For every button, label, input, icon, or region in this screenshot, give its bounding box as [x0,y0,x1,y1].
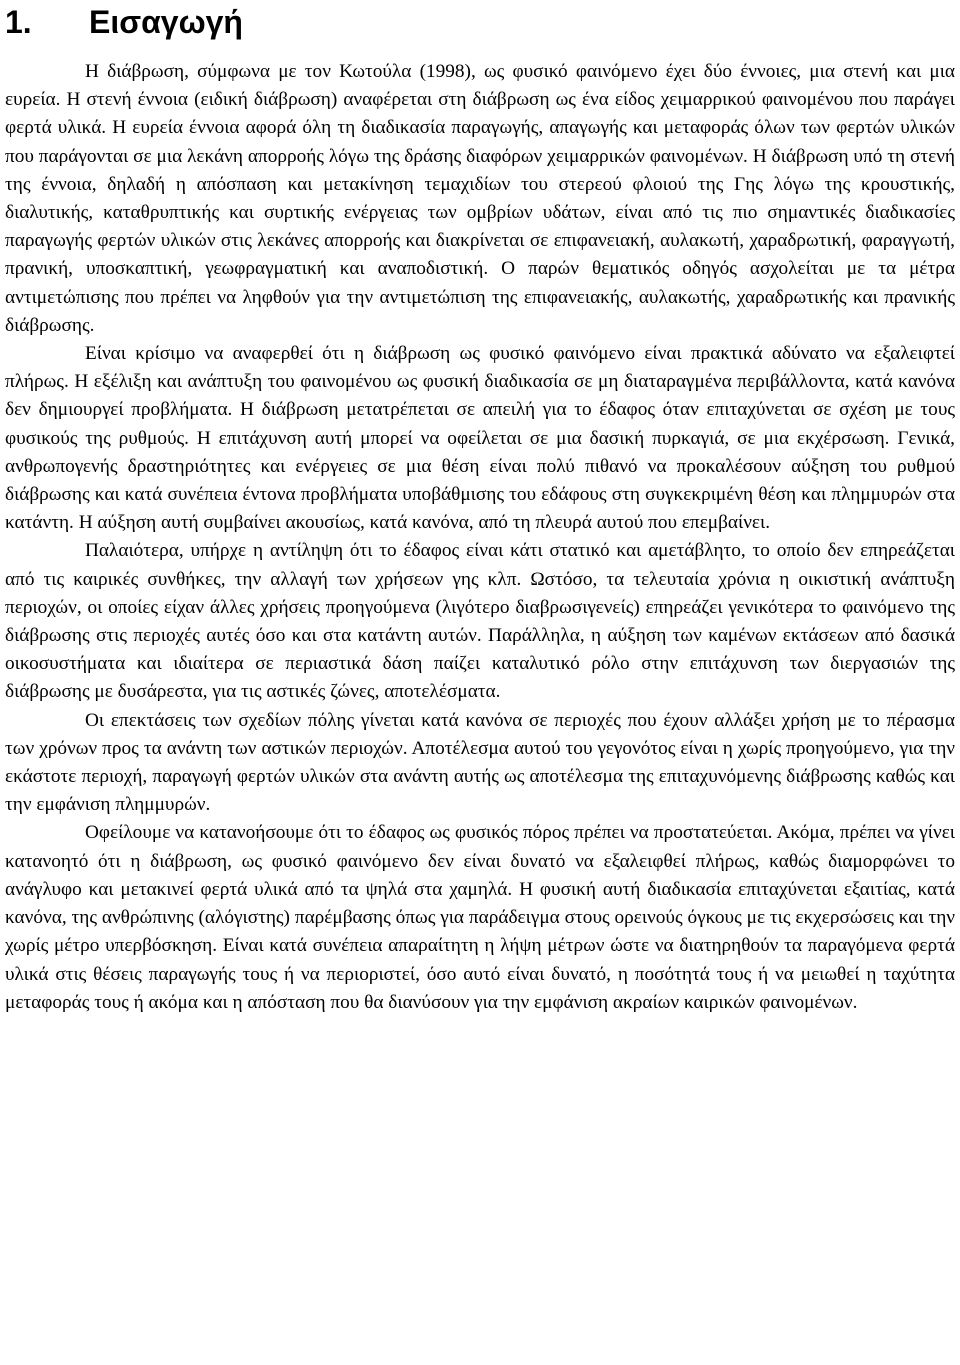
section-title: Εισαγωγή [89,4,243,40]
paragraph: Η διάβρωση, σύμφωνα με τον Κωτούλα (1998), ως φυσικό φαινόμενο έχει δύο έννοιες, μια στενή και μια ευρεία. Η στενή έννοια (ειδική διάβρωση) αναφέρεται στη διάβρωση ως ένα είδος χειμαρρικού φαινομένου που παράγει φερτά υλικά. Η ευρεία έννοια αφορά όλη τη διαδικασία παραγωγής, απαγωγής και μεταφοράς όλων των φερτών υλικών που παράγονται σε μια λεκάνη απορροής λόγω της δράσης διαφόρων χειμαρρικών φαινομένων. Η διάβρωση υπό τη στενή της έννοια, δηλαδή η απόσπαση και μετακίνηση τεμαχιδίων του στερεού φλοιού της Γης λόγω της κρουστικής, διαλυτικής, καταθρυπτικής και συρτικής ενέργειας των ομβρίων υδάτων, είναι από τις πιο σημαντικές διαδικασίες παραγωγής φερτών υλικών στις λεκάνες απορροής και διακρίνεται σε επιφανειακή, αυλακωτή, χαραδρωτική, φαραγγωτή, πρανική, υποσκαπτική, γεωφραγματική και αναποδιστική. Ο παρών θεματικός οδηγός ασχολείται με τα μέτρα αντιμετώπισης που πρέπει να ληφθούν για την αντιμετώπιση της επιφανειακής, αυλακωτής, χαραδρωτικής και πρανικής διάβρωσης. [5,61,955,336]
paragraph: Οι επεκτάσεις των σχεδίων πόλης γίνεται κατά κανόνα σε περιοχές που έχουν αλλάξει χρήση με το πέρασμα των χρόνων προς τα ανάντη των αστικών περιοχών. Αποτέλεσμα αυτού του γεγονότος είναι η χωρίς προηγούμενο, για την εκάστοτε περιοχή, παραγωγή φερτών υλικών στα ανάντη αυτής ως αποτέλεσμα της επιταχυνόμενης διάβρωσης καθώς και την εμφάνιση πλημμυρών. [5,709,955,816]
section-heading [5,0,955,46]
document-page [5,0,955,1017]
paragraph: Είναι κρίσιμο να αναφερθεί ότι η διάβρωση ως φυσικό φαινόμενο είναι πρακτικά αδύνατο να εξαλειφτεί πλήρως. Η εξέλιξη και ανάπτυξη του φαινομένου ως φυσική διαδικασία σε μη διαταραγμένα περιβάλλοντα, κατά κανόνα δεν δημιουργεί προβλήματα. Η διάβρωση μετατρέπεται σε απειλή για το έδαφος όταν επιταχύνεται σε σχέση με τους φυσικούς της ρυθμούς. Η επιτάχυνση αυτή μπορεί να οφείλεται σε μια δασική πυρκαγιά, σε μια εκχέρσωση. Γενικά, ανθρωπογενής δραστηριότητες και ενέργειες σε μια θέση είναι πολύ πιθανό να προκαλέσουν αύξηση του ρυθμού διάβρωσης και κατά συνέπεια έντονα προβλήματα υποβάθμισης του εδάφους στη συγκεκριμένη θέση και πλημμυρών στα κατάντη. Η αύξηση αυτή συμβαίνει ακουσίως, κατά κανόνα, από τη πλευρά αυτού που επεμβαίνει. [5,343,955,534]
body-text [5,58,955,1017]
section-number: 1. [5,4,32,40]
paragraph: Παλαιότερα, υπήρχε η αντίληψη ότι το έδαφος είναι κάτι στατικό και αμετάβλητο, το οποίο δεν επηρεάζεται από τις καιρικές συνθήκες, την αλλαγή των χρήσεων γης κλπ. Ωστόσο, τα τελευταία χρόνια η οικιστική ανάπτυξη περιοχών, οι οποίες είχαν άλλες χρήσεις προηγούμενα (λιγότερο διαβρωσιγενείς) επηρεάζει γενικότερα το φαινόμενο της διάβρωσης στις περιοχές αυτές όσο και στα κατάντη αυτών. Παράλληλα, η αύξηση των καμένων εκτάσεων από δασικά οικοσυστήματα και ιδιαίτερα σε περιαστικά δάση παίζει καταλυτικό ρόλο στην επιτάχυνση των διεργασιών της διάβρωσης με δυσάρεστα, για τις αστικές ζώνες, αποτελέσματα. [5,540,955,703]
paragraph: Οφείλουμε να κατανοήσουμε ότι το έδαφος ως φυσικός πόρος πρέπει να προστατεύεται. Ακόμα, πρέπει να γίνει κατανοητό ότι η διάβρωση, ως φυσικό φαινόμενο δεν είναι δυνατό να εξαλειφθεί πλήρως, καθώς διαμορφώνει το ανάγλυφο και μετακινεί φερτά υλικά από τα ψηλά στα χαμηλά. Η φυσική αυτή διαδικασία επιταχύνεται εξαιτίας, κατά κανόνα, της ανθρώπινης (αλόγιστης) παρέμβασης όπως για παράδειγμα στους ορεινούς όγκους με τις εκχερσώσεις και την χωρίς μέτρο υπερβόσκηση. Είναι κατά συνέπεια απαραίτητη η λήψη μέτρων ώστε να διατηρηθούν τα παραγόμενα φερτά υλικά στις θέσεις παραγωγής τους ή να περιοριστεί, όσο αυτό είναι δυνατό, η ποσότητά τους ή να μειωθεί η ταχύτητα μεταφοράς τους ή ακόμα και η απόσταση που θα διανύσουν για την εμφάνιση ακραίων καιρικών φαινομένων. [5,822,955,1013]
